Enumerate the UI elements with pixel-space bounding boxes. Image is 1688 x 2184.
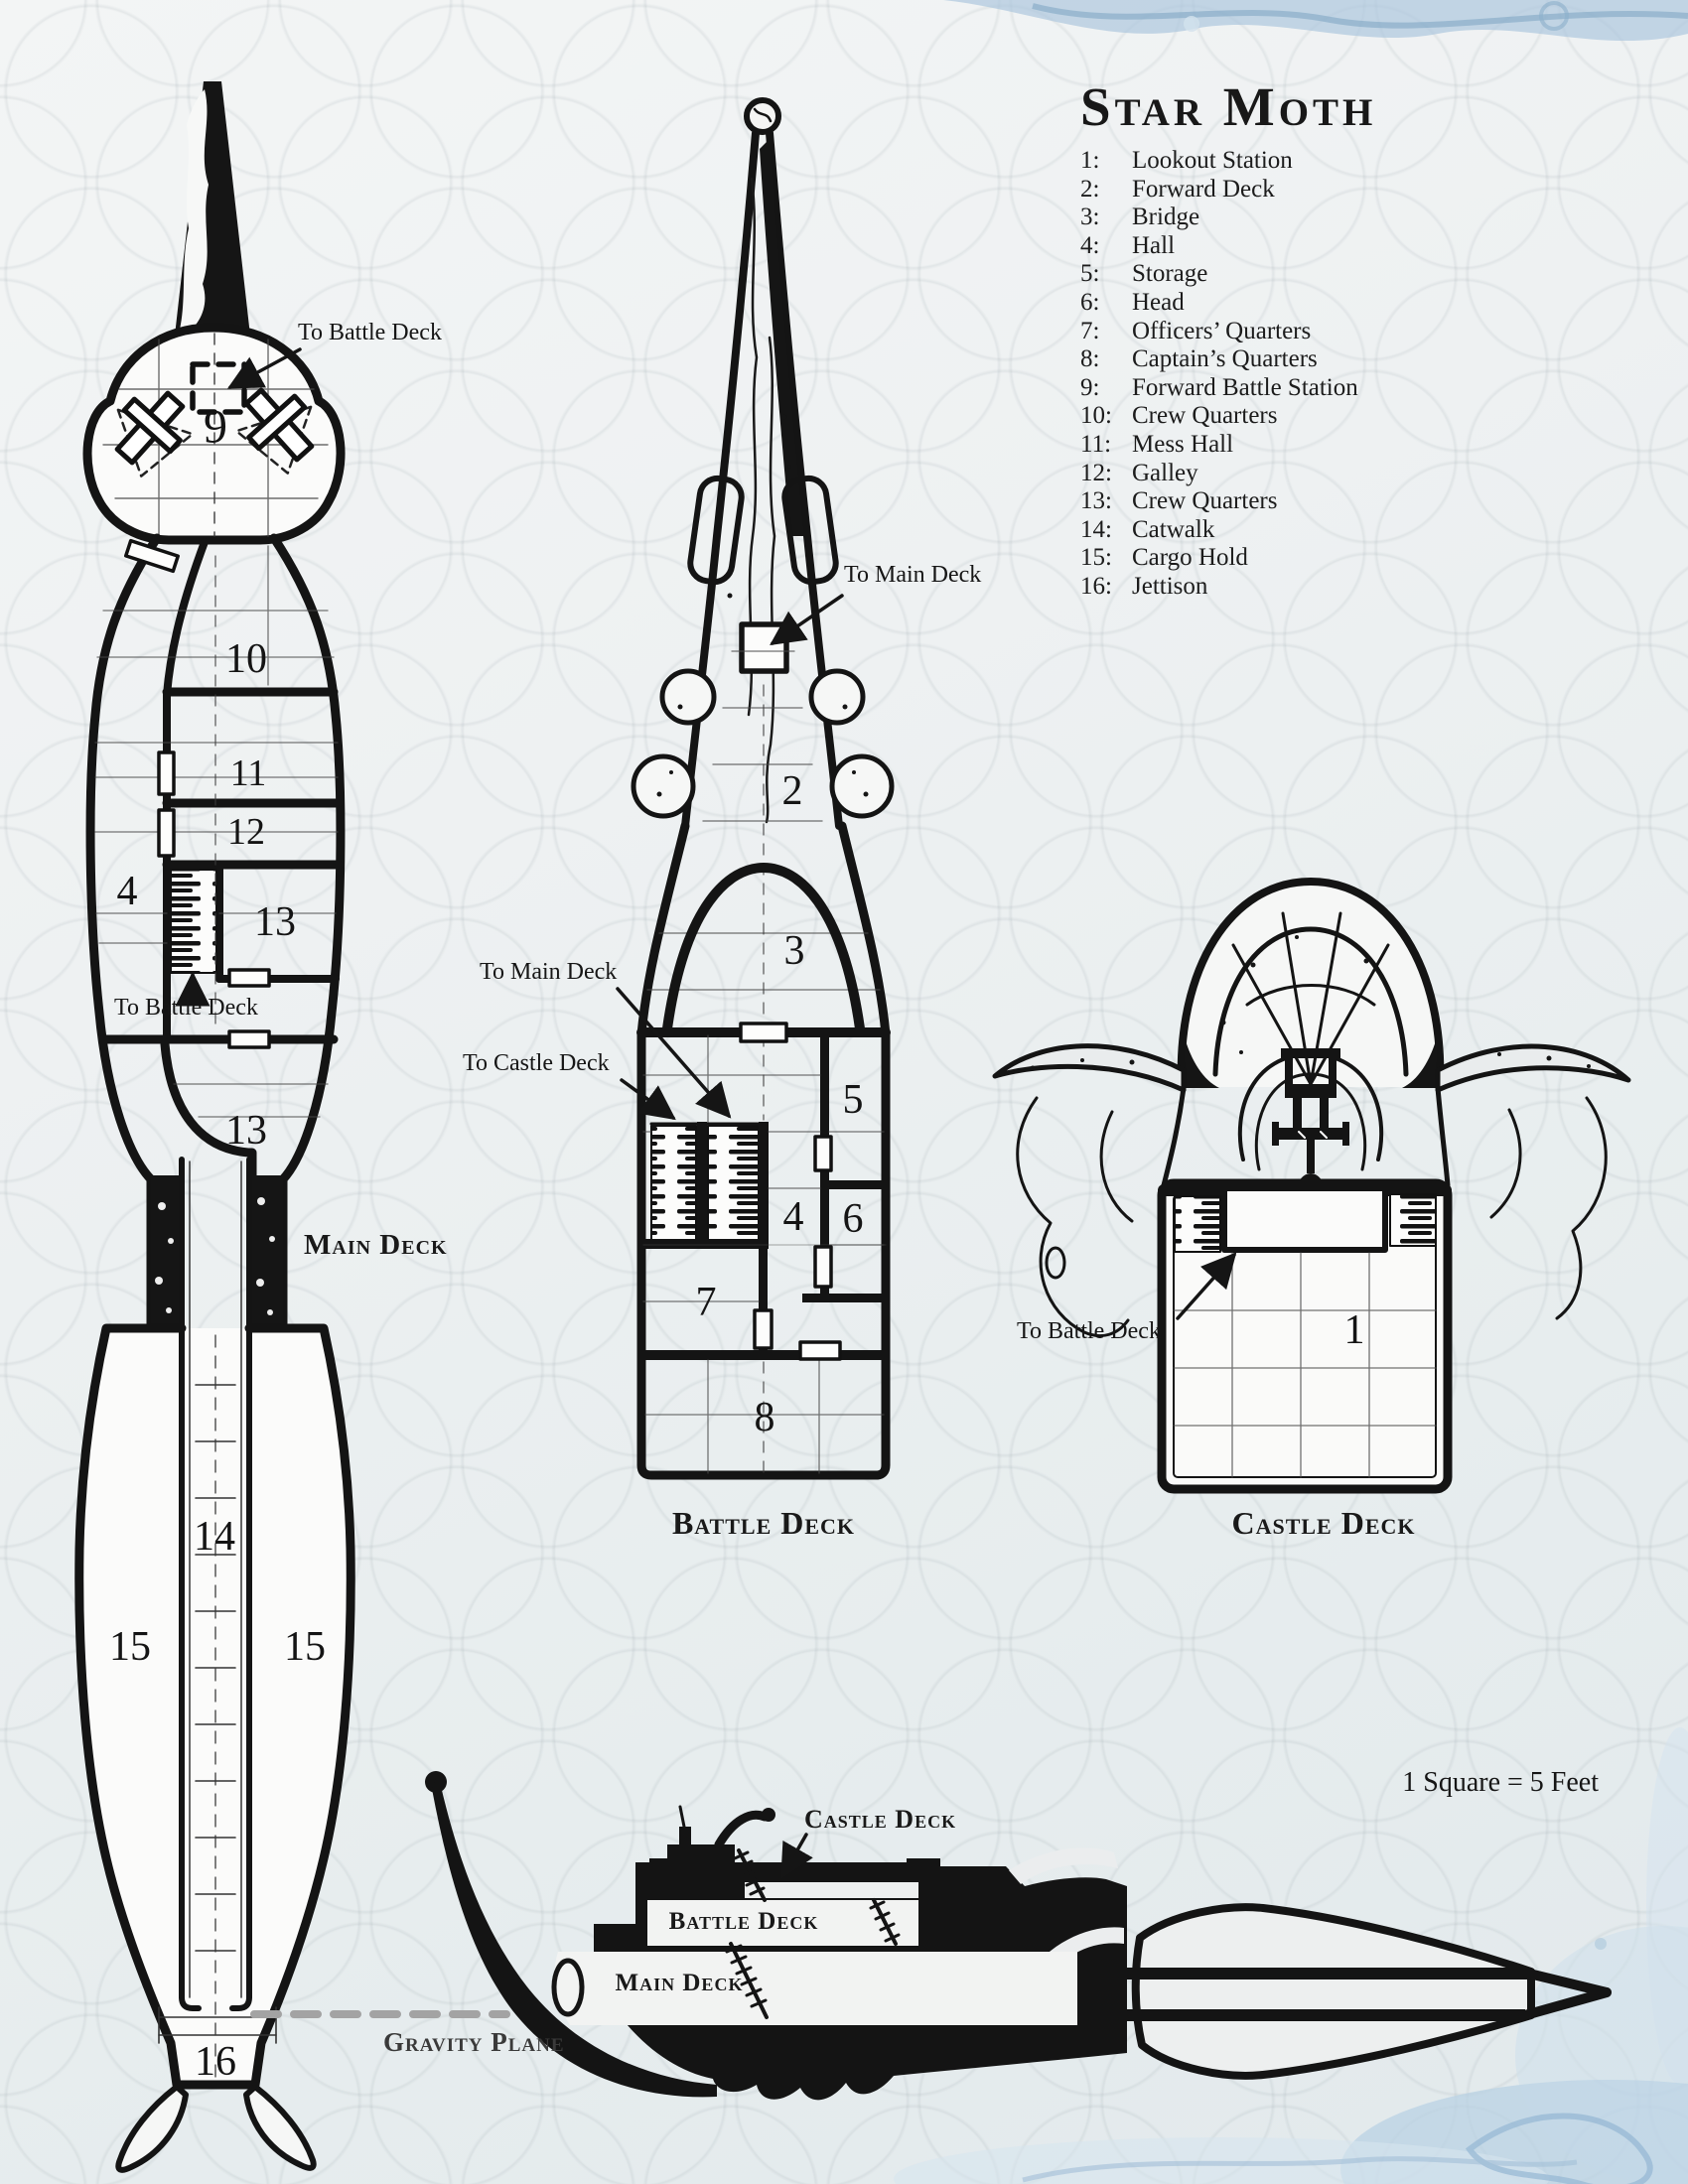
door	[815, 1137, 831, 1170]
legend-item: 11: Mess Hall	[1080, 430, 1234, 458]
battle-deck-mast-hatch	[742, 624, 786, 671]
side-label-gravity-plane: Gravity Plane	[383, 2027, 565, 2057]
side-label-battle-deck: Battle Deck	[668, 1908, 819, 1935]
room-number-7: 7	[695, 1280, 717, 1325]
room-number-4b: 4	[782, 1194, 804, 1240]
door	[800, 1342, 840, 1359]
door	[159, 810, 174, 856]
room-number-15-left: 15	[109, 1624, 151, 1670]
label-to-battle-deck-mid: To Battle Deck	[114, 995, 258, 1021]
battle-deck-plan	[618, 100, 892, 1475]
label-to-castle-deck-ladder: To Castle Deck	[463, 1050, 610, 1076]
stern-fin-right	[246, 2087, 314, 2168]
caption-main-deck: Main Deck	[304, 1229, 448, 1261]
room-number-9: 9	[204, 400, 227, 454]
mast-ball	[747, 100, 778, 132]
ladder-to-castle-deck	[708, 1126, 759, 1241]
scale-note: 1 Square = 5 Feet	[1402, 1767, 1599, 1798]
room-number-2: 2	[781, 768, 803, 814]
main-deck-plan	[79, 81, 352, 2170]
room-number-8: 8	[754, 1395, 775, 1440]
castle-deck-plan	[995, 882, 1628, 1489]
hull-neck	[151, 1175, 283, 1326]
wing-left	[995, 1046, 1184, 1090]
legend-item: 9: Forward Battle Station	[1080, 373, 1358, 401]
wing-right	[1438, 1046, 1628, 1090]
caption-battle-deck: Battle Deck	[671, 1505, 856, 1541]
door	[229, 1031, 269, 1047]
castle-ladder-left	[1175, 1196, 1220, 1252]
legend-item: 14: Catwalk	[1080, 515, 1215, 543]
room-number-4: 4	[116, 869, 138, 914]
caption-castle-deck: Castle Deck	[1231, 1505, 1416, 1541]
room-number-6: 6	[842, 1196, 864, 1242]
legend-item: 10: Crew Quarters	[1080, 402, 1278, 430]
castle-ladder-right	[1390, 1194, 1436, 1246]
room-number-14: 14	[194, 1514, 235, 1560]
wing-root-knobs	[633, 671, 892, 816]
label-to-battle-deck-castle: To Battle Deck	[1017, 1318, 1161, 1344]
door	[755, 1310, 772, 1348]
legend-item: 12: Galley	[1080, 459, 1198, 486]
side-label-castle-deck: Castle Deck	[804, 1805, 957, 1834]
legend-item: 7: Officers’ Quarters	[1080, 317, 1312, 344]
legend-item: 5: Storage	[1080, 260, 1208, 288]
door	[229, 970, 269, 986]
legend-item: 15: Cargo Hold	[1080, 544, 1248, 572]
room-legend	[1080, 147, 1358, 602]
room-number-13a: 13	[254, 899, 296, 945]
castle-deck-band	[745, 1882, 918, 1898]
legend-item: 16: Jettison	[1080, 572, 1208, 600]
stern-fin-left	[118, 2087, 186, 2170]
room-number-10: 10	[225, 636, 267, 682]
room-number-5: 5	[842, 1077, 864, 1123]
wing-profile	[1136, 1907, 1531, 2076]
label-to-main-deck-ladder: To Main Deck	[480, 959, 618, 985]
label-to-main-deck-mast: To Main Deck	[844, 562, 982, 588]
room-number-3: 3	[783, 928, 805, 974]
castle-deck-fixture	[1224, 1188, 1385, 1250]
label-to-battle-deck-top: To Battle Deck	[298, 320, 442, 345]
side-label-main-deck: Main Deck	[615, 1970, 744, 1996]
door	[815, 1247, 831, 1287]
arrow-to-castle-deck-ladder	[622, 1080, 673, 1118]
room-number-15-right: 15	[284, 1624, 326, 1670]
legend-item: 13: Crew Quarters	[1080, 487, 1278, 515]
legend-item: 8: Captain’s Quarters	[1080, 345, 1318, 373]
legend-item: 6: Head	[1080, 288, 1185, 316]
arrow-to-main-deck-hatch	[773, 596, 842, 643]
legend-item: 4: Hall	[1080, 231, 1176, 259]
room-number-11: 11	[229, 752, 267, 794]
main-deck-stairs	[171, 870, 216, 973]
legend-item: 3: Bridge	[1080, 204, 1200, 231]
legend-item: 2: Forward Deck	[1080, 175, 1275, 203]
room-number-12: 12	[227, 811, 265, 853]
room-number-13b: 13	[225, 1108, 267, 1154]
door	[159, 752, 174, 794]
page-title: Star Moth	[1080, 76, 1377, 137]
room-number-1: 1	[1343, 1307, 1365, 1353]
door	[741, 1024, 786, 1041]
ladder-to-main-deck	[651, 1126, 696, 1241]
room-number-16: 16	[195, 2039, 236, 2085]
legend-item: 1: Lookout Station	[1080, 147, 1293, 174]
